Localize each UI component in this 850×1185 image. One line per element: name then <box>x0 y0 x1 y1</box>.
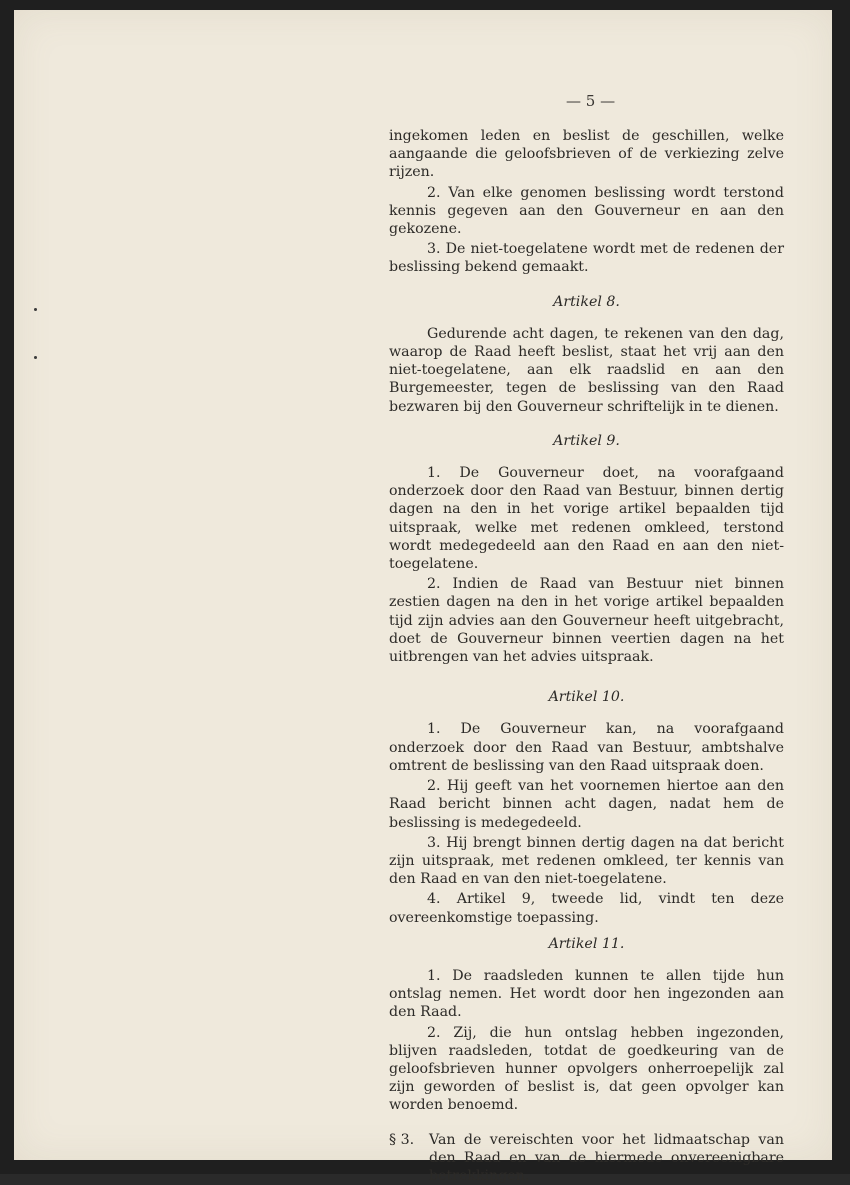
paragraph: 3. De niet-toegelatene wordt met de redenen der beslissing bekend gemaakt. <box>389 241 784 276</box>
paragraph: 1. De Gouverneur kan, na voorafgaand onderzoek door den Raad van Bestuur, ambtshalve omtrent de beslissing van den Raad uitspraak doen. <box>389 721 784 774</box>
paragraph: 2. Hij geeft van het voornemen hiertoe aan den Raad bericht binnen acht dagen, nadat hem de beslissing is medegedeeld. <box>389 778 784 831</box>
paragraph: 1. De Gouverneur doet, na voorafgaand onderzoek door den Raad van Bestuur, binnen dertig dagen na den in het vorige artikel bepaalden tijd uitspraak, welke met redenen omkleed, terstond wordt medegedeeld aan den Raad en aan den niet-toegelatene. <box>389 465 784 573</box>
section-number: § 3. <box>389 1131 415 1148</box>
section-heading <box>389 1131 784 1185</box>
article-heading: Artikel 11. <box>548 935 625 952</box>
paragraph: ingekomen leden en beslist de geschillen, welke aangaande die geloofsbrieven of de verkiezing zelve rijzen. <box>389 128 784 181</box>
paragraph: 1. De raadsleden kunnen te allen tijde hun ontslag nemen. Het wordt door hen ingezonden aan den Raad. <box>389 967 784 1021</box>
margin-mark <box>34 308 37 311</box>
section-title: Van de vereischten voor het lidmaatschap van den Raad en van de hiermede onvereenigbare betrekkingen. <box>429 1131 784 1184</box>
paragraph: 3. Hij brengt binnen dertig dagen na dat bericht zijn uitspraak, met redenen omkleed, ter kennis van den Raad en van den niet-toegelatene. <box>389 834 784 888</box>
paragraph: Gedurende acht dagen, te rekenen van den dag, waarop de Raad heeft beslist, staat het vrij aan den niet-toegelatene, aan elk raadslid en aan den Burgemeester, tegen de beslissing van den Raad bezwaren bij den Gouverneur schriftelijk in te dienen. <box>389 325 784 415</box>
page-number: — 5 — <box>566 92 616 110</box>
paragraph: 2. Zij, die hun ontslag hebben ingezonden, blijven raadsleden, totdat de goedkeuring van de geloofsbrieven hunner opvolgers onherroepelijk zal zijn geworden of beslist is, dat geen opvolger kan worden benoemd. <box>389 1024 784 1114</box>
article-heading: Artikel 10. <box>548 689 625 706</box>
article-heading: Artikel 8. <box>553 293 620 310</box>
paragraph: 2. Indien de Raad van Bestuur niet binnen zestien dagen na den in het vorige artikel bepaalden tijd zijn advies aan den Gouverneur heeft uitgebracht, doet de Gouverneur binnen veertien dagen na het uitbrengen van het advies uitspraak. <box>389 576 784 666</box>
text-column <box>389 127 784 1185</box>
margin-mark <box>34 356 37 359</box>
article-heading: Artikel 9. <box>553 432 620 449</box>
paragraph: 2. Van elke genomen beslissing wordt terstond kennis gegeven aan den Gouverneur en aan den gekozene. <box>389 184 784 238</box>
paragraph: 4. Artikel 9, tweede lid, vindt ten deze overeenkomstige toepassing. <box>389 891 784 926</box>
